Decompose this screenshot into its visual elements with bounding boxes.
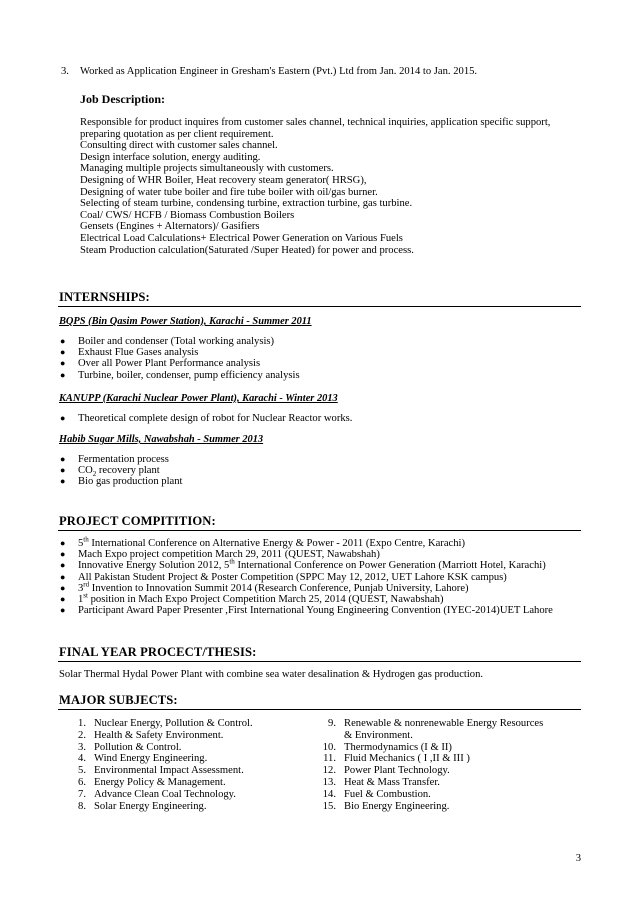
bullet-icon: ● [60, 605, 66, 616]
list-item: 7. Advance Clean Coal Technology. [78, 788, 236, 800]
list-item: 14. Fuel & Combustion. [322, 788, 431, 800]
bullet-icon: ● [60, 465, 66, 476]
bullet-icon: ● [60, 336, 66, 346]
habib-list [59, 454, 182, 488]
responsibility-line: Managing multiple projects simultaneously with customers. [80, 163, 334, 175]
kanupp-list [59, 413, 352, 424]
list-item: 4. Wind Energy Engineering. [78, 753, 208, 765]
thesis-text: Solar Thermal Hydal Power Plant with combine sea water desalination & Hydrogen gas production. [59, 669, 484, 680]
list-item: 10. Thermodynamics (I & II) [322, 741, 452, 753]
section-divider [58, 306, 581, 307]
responsibility-line: Responsible for product inquires from customer sales channel, technical inquiries, application specific support, [80, 117, 551, 128]
subjects-left-column [72, 718, 253, 812]
list-item: ● 3rd Invention to Innovation Summit 2014 (Research Conference, Punjab University, Lahore) [60, 580, 469, 594]
experience-number: 3. [61, 66, 69, 77]
responsibility-line: Consulting direct with customer sales channel. [80, 140, 278, 152]
bullet-icon: ● [60, 538, 66, 548]
responsibility-line: preparing quotation as per client requirement. [80, 128, 274, 140]
list-item: 9. Renewable & nonrenewable Energy Resources [328, 718, 544, 729]
projects-heading: PROJECT COMPITITION: [59, 514, 216, 528]
experience-line: Worked as Application Engineer in Gresham's Eastern (Pvt.) Ltd from Jan. 2014 to Jan. 2015. [80, 66, 478, 77]
list-item: ● Boiler and condenser (Total working analysis) [60, 336, 275, 347]
internship-title-kanupp: KANUPP (Karachi Nuclear Power Plant), Karachi - Winter 2013 [59, 393, 338, 404]
bullet-icon: ● [60, 358, 66, 369]
bullet-icon: ● [60, 571, 66, 582]
bullet-icon: ● [60, 594, 66, 605]
list-item: & Environment. [344, 729, 413, 741]
section-divider [58, 709, 581, 710]
list-item: ● Turbine, boiler, condenser, pump efficiency analysis [60, 369, 300, 381]
list-item: 8. Solar Energy Engineering. [78, 800, 207, 812]
list-item: 5. Environmental Impact Assessment. [78, 765, 244, 777]
list-item: 2. Health & Safety Environment. [78, 729, 224, 741]
list-item: 13. Heat & Mass Transfer. [322, 776, 440, 788]
list-item: ● Mach Expo project competition March 29, 2011 (QUEST, Nawabshah) [60, 549, 380, 561]
list-item: 12. Power Plant Technology. [322, 765, 450, 777]
section-divider [58, 530, 581, 531]
responsibility-line: Designing of WHR Boiler, Heat recovery steam generator( HRSG), [80, 174, 367, 186]
bullet-icon: ● [60, 413, 66, 423]
responsibility-line: Steam Production calculation(Saturated /Super Heated) for power and process. [80, 244, 414, 256]
section-divider [58, 661, 581, 662]
responsibility-line: Electrical Load Calculations+ Electrical Power Generation on Various Fuels [80, 232, 403, 244]
responsibility-line: Design interface solution, energy auditing. [80, 151, 261, 163]
list-item: ● Over all Power Plant Performance analysis [60, 358, 261, 370]
list-item: 3. Pollution & Control. [78, 741, 182, 753]
bullet-icon: ● [60, 549, 66, 560]
list-item: ● Innovative Energy Solution 2012, 5th International Conference on Power Generation (Marriott Hotel, Karachi) [60, 557, 546, 572]
list-item: 1. Nuclear Energy, Pollution & Control. [78, 718, 253, 729]
list-item: ● Theoretical complete design of robot for Nuclear Reactor works. [60, 413, 353, 424]
bullet-icon: ● [60, 560, 66, 571]
list-item: 6. Energy Policy & Management. [78, 776, 226, 788]
subjects-right-column [316, 718, 543, 812]
responsibility-line: Coal/ CWS/ HCFB / Biomass Combustion Boilers [80, 209, 295, 221]
bullet-icon: ● [60, 347, 66, 358]
internship-title-habib: Habib Sugar Mills, Nawabshah - Summer 2013 [59, 434, 264, 445]
responsibilities-list [80, 117, 550, 256]
internships-heading: INTERNSHIPS: [59, 290, 150, 304]
responsibility-line: Gensets (Engines + Alternators)/ Gasifiers [80, 221, 260, 233]
list-item: ● $CO_2$ recovery plant [60, 465, 160, 479]
page-number: 3 [575, 853, 581, 864]
list-item: ● 5th International Conference on Alternative Energy & Power - 2011 (Expo Centre, Karachi) [60, 535, 465, 549]
thesis-heading: FINAL YEAR PROCECT/THESIS: [59, 645, 257, 659]
projects-list [59, 535, 553, 617]
job-description-heading: Job Description: [80, 92, 165, 106]
bullet-icon: ● [60, 454, 66, 464]
internship-title-bqps: BQPS (Bin Qasim Power Station), Karachi - Summer 2011 [59, 316, 312, 327]
list-item: ● All Pakistan Student Project & Poster Competition (SPPC May 12, 2012, UET Lahore KSK campus) [60, 571, 507, 583]
subjects-heading: MAJOR SUBJECTS: [59, 693, 178, 707]
bqps-list [59, 336, 300, 381]
list-item: ● Participant Award Paper Presenter ,First International Young Engineering Convention (IYEC-2014)UET Lahore [60, 605, 553, 617]
responsibility-line: Selecting of steam turbine, condensing turbine, extraction turbine, gas turbine. [80, 198, 413, 210]
list-item: ● 1st position in Mach Expo Project Competition March 25, 2014 (QUEST, Nawabshah) [60, 591, 444, 606]
bullet-icon: ● [60, 369, 66, 380]
bullet-icon: ● [60, 476, 66, 487]
list-item: ● Exhaust Flue Gases analysis [60, 347, 199, 359]
bullet-icon: ● [60, 582, 66, 593]
list-item: ● Bio gas production plant [60, 476, 183, 488]
list-item: 15. Bio Energy Engineering. [322, 800, 450, 812]
list-item: ● Fermentation process [60, 454, 169, 465]
list-item: 11. Fluid Mechanics ( I ,II & III ) [323, 753, 470, 765]
responsibility-line: Designing of water tube boiler and fire tube boiler with oil/gas burner. [80, 186, 378, 198]
